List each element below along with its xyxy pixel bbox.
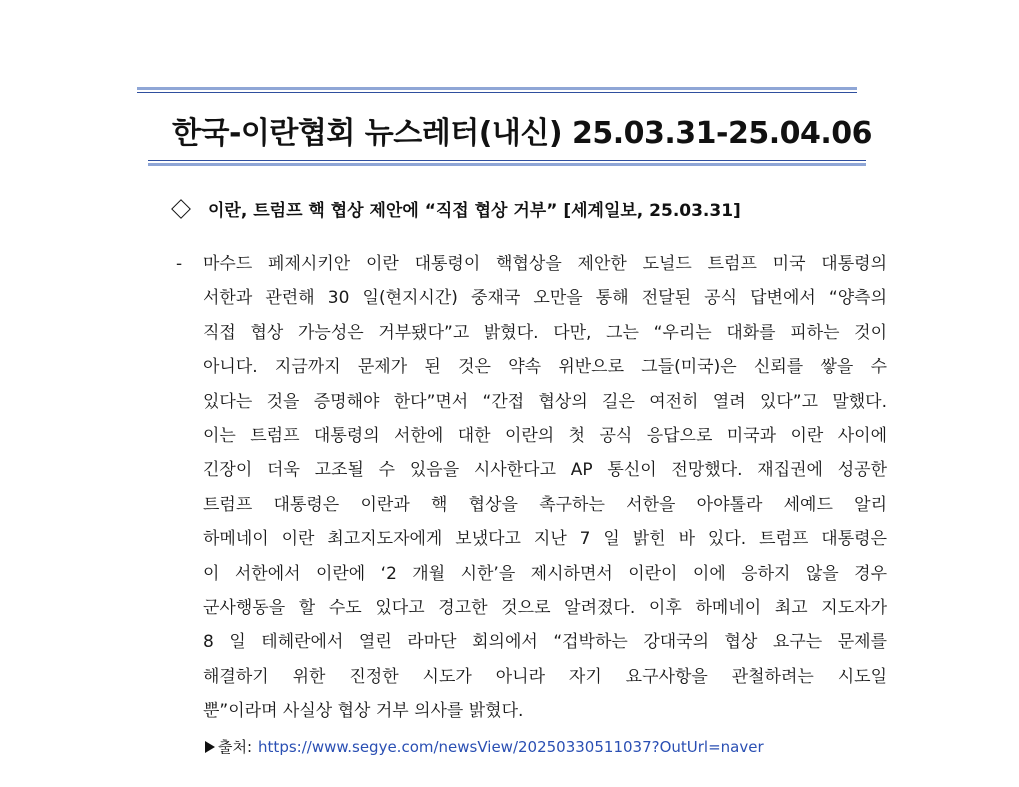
body-line: 마수드 페제시키안 이란 대통령이 핵협상을 제안한 도널드 트럼프 미국 대통령의 bbox=[203, 254, 887, 274]
title-top-rule bbox=[137, 87, 857, 93]
article-headline bbox=[170, 196, 741, 221]
newsletter-title: 한국-이란협회 뉴스레터(내신) 25.03.31-25.04.06 bbox=[172, 116, 873, 151]
body-line: 서한과 관련해 30 일(현지시간) 중재국 오만을 통해 전달된 공식 답변에서 “양측의 bbox=[203, 288, 887, 309]
title-bottom-rule bbox=[148, 160, 866, 166]
body-line: 이는 트럼프 대통령의 서한에 대한 이란의 첫 공식 응답으로 미국과 이란 사이에 bbox=[203, 425, 887, 446]
body-line: 8 일 테헤란에서 열린 라마단 회의에서 “겁박하는 강대국의 협상 요구는 문제를 bbox=[203, 632, 887, 653]
body-line: 이 서한에서 이란에 ‘2 개월 시한’을 제시하면서 이란이 이에 응하지 않을 경우 bbox=[203, 563, 887, 584]
body-line: 트럼프 대통령은 이란과 핵 협상을 촉구하는 서한을 아야톨라 세예드 알리 bbox=[203, 494, 887, 515]
article-headline-text: 이란, 트럼프 핵 협상 제안에 “직접 협상 거부” [세계일보, 25.03.31] bbox=[208, 201, 741, 221]
article-body bbox=[203, 252, 887, 733]
body-line: 직접 협상 가능성은 거부됐다”고 밝혔다. 다만, 그는 “우리는 대화를 피하는 것이 bbox=[203, 322, 887, 343]
triangle-right-icon bbox=[205, 741, 215, 753]
body-line: 있다는 것을 증명해야 한다”면서 “간접 협상의 길은 여전히 열려 있다”고 말했다. bbox=[203, 391, 887, 412]
source-citation bbox=[205, 736, 764, 757]
diamond-bullet-icon bbox=[171, 199, 191, 219]
paragraph-bullet: - bbox=[176, 254, 183, 274]
source-link[interactable]: https://www.segye.com/newsView/20250330511037?OutUrl=naver bbox=[258, 737, 764, 756]
body-line: 해결하기 위한 진정한 시도가 아니라 자기 요구사항을 관철하려는 시도일 bbox=[203, 666, 887, 687]
body-line: 뿐”이라며 사실상 협상 거부 의사를 밝혔다. bbox=[203, 701, 524, 722]
source-label: 출처: bbox=[218, 738, 253, 756]
body-line: 군사행동을 할 수도 있다고 경고한 것으로 알려졌다. 이후 하메네이 최고 지도자가 bbox=[203, 597, 887, 618]
body-line: 하메네이 이란 최고지도자에게 보냈다고 지난 7 일 밝힌 바 있다. 트럼프 대통령은 bbox=[203, 529, 887, 550]
body-line: 아니다. 지금까지 문제가 된 것은 약속 위반으로 그들(미국)은 신뢰를 쌓을 수 bbox=[203, 357, 887, 378]
body-line: 긴장이 더욱 고조될 수 있음을 시사한다고 AP 통신이 전망했다. 재집권에 성공한 bbox=[203, 460, 887, 481]
